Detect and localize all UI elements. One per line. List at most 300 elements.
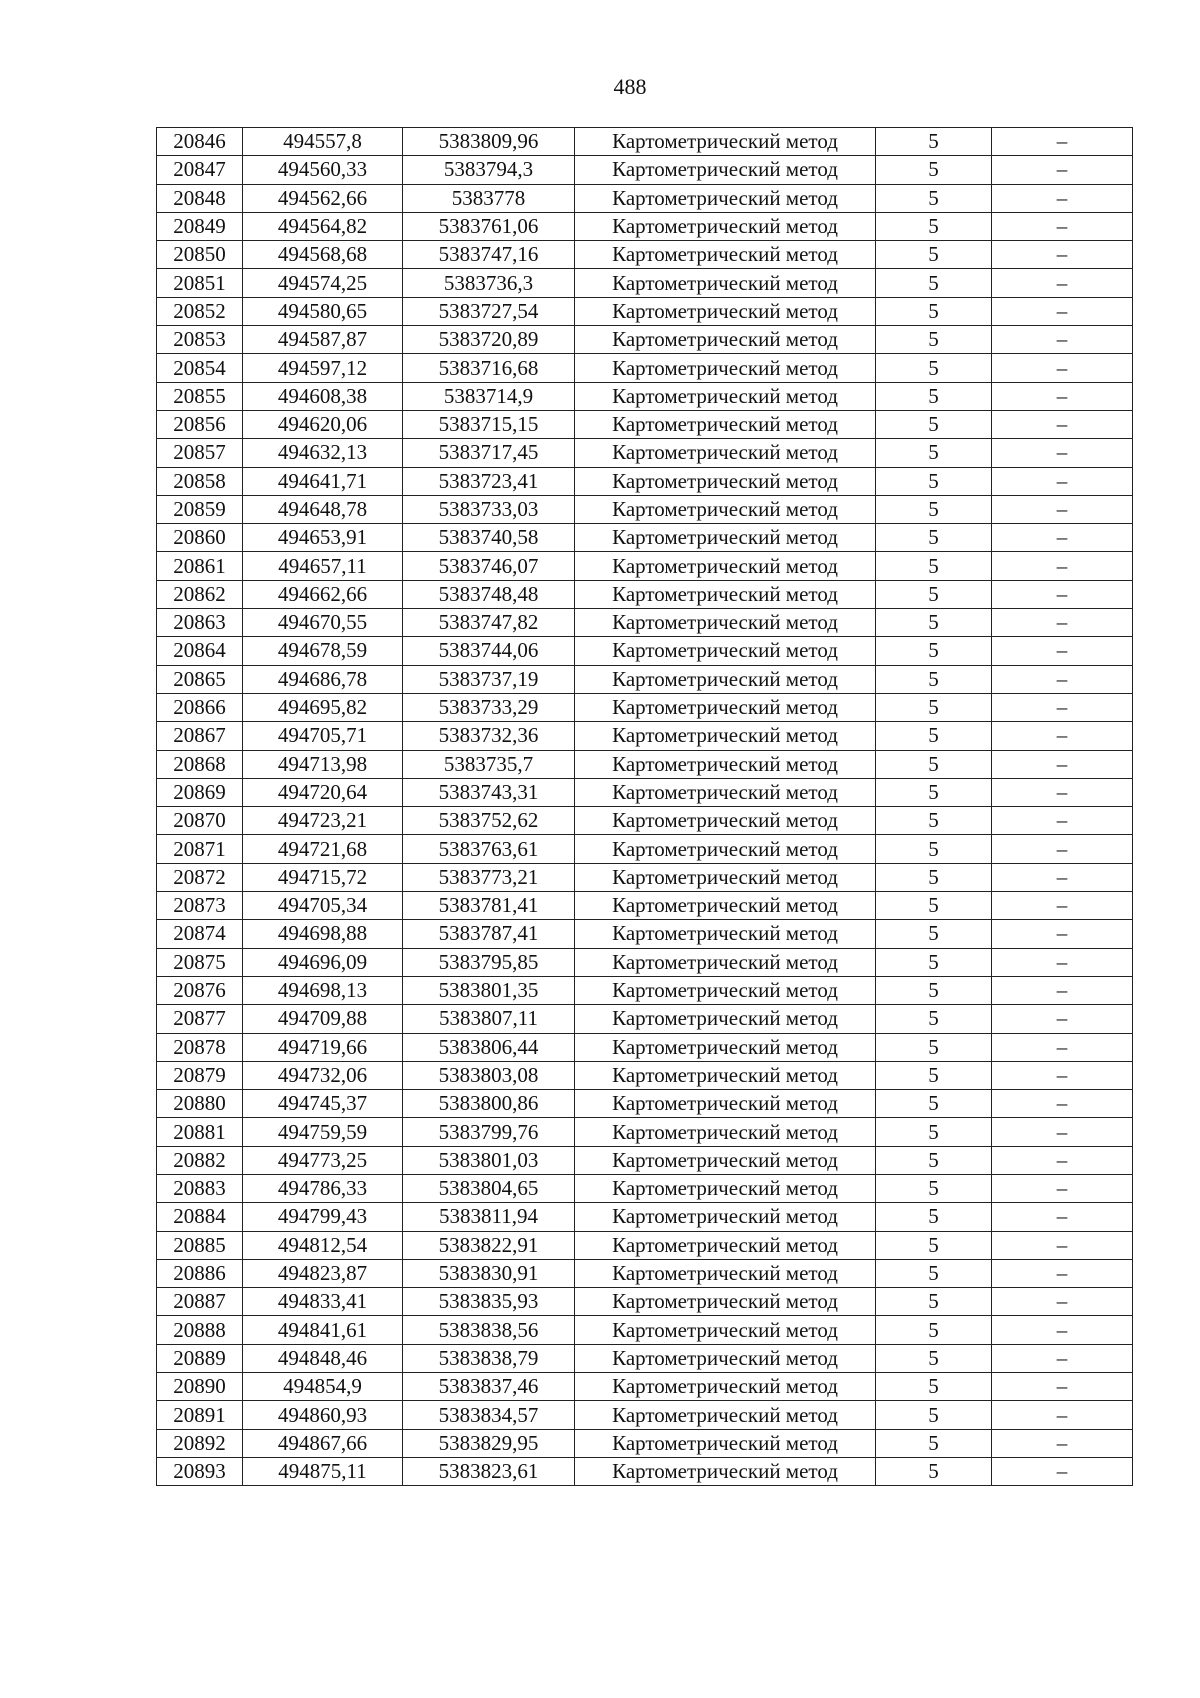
x-coordinate-cell: 494696,09 <box>243 948 403 976</box>
table-row <box>157 439 1133 467</box>
note-cell: – <box>992 156 1133 184</box>
y-coordinate-cell: 5383811,94 <box>403 1203 575 1231</box>
point-number-cell: 20885 <box>157 1231 243 1259</box>
note-cell: – <box>992 297 1133 325</box>
method-cell: Картометрический метод <box>575 156 876 184</box>
note-cell: – <box>992 495 1133 523</box>
note-cell: – <box>992 750 1133 778</box>
point-number-cell: 20860 <box>157 524 243 552</box>
table-row <box>157 1259 1133 1287</box>
y-coordinate-cell: 5383736,3 <box>403 269 575 297</box>
table-row <box>157 1457 1133 1485</box>
point-number-cell: 20876 <box>157 976 243 1004</box>
point-number-cell: 20865 <box>157 665 243 693</box>
note-cell: – <box>992 1373 1133 1401</box>
note-cell: – <box>992 269 1133 297</box>
x-coordinate-cell: 494823,87 <box>243 1259 403 1287</box>
note-cell: – <box>992 637 1133 665</box>
method-cell: Картометрический метод <box>575 184 876 212</box>
point-number-cell: 20888 <box>157 1316 243 1344</box>
accuracy-cell: 5 <box>876 241 992 269</box>
table-row <box>157 495 1133 523</box>
y-coordinate-cell: 5383834,57 <box>403 1401 575 1429</box>
note-cell: – <box>992 1146 1133 1174</box>
point-number-cell: 20849 <box>157 212 243 240</box>
x-coordinate-cell: 494713,98 <box>243 750 403 778</box>
note-cell: – <box>992 976 1133 1004</box>
table-row <box>157 212 1133 240</box>
point-number-cell: 20878 <box>157 1033 243 1061</box>
method-cell: Картометрический метод <box>575 241 876 269</box>
table-row <box>157 241 1133 269</box>
method-cell: Картометрический метод <box>575 1203 876 1231</box>
table-row <box>157 1203 1133 1231</box>
accuracy-cell: 5 <box>876 552 992 580</box>
method-cell: Картометрический метод <box>575 524 876 552</box>
note-cell: – <box>992 1005 1133 1033</box>
note-cell: – <box>992 1174 1133 1202</box>
point-number-cell: 20848 <box>157 184 243 212</box>
method-cell: Картометрический метод <box>575 948 876 976</box>
accuracy-cell: 5 <box>876 1259 992 1287</box>
x-coordinate-cell: 494773,25 <box>243 1146 403 1174</box>
point-number-cell: 20880 <box>157 1090 243 1118</box>
method-cell: Картометрический метод <box>575 382 876 410</box>
x-coordinate-cell: 494875,11 <box>243 1457 403 1485</box>
y-coordinate-cell: 5383837,46 <box>403 1373 575 1401</box>
table-row <box>157 807 1133 835</box>
accuracy-cell: 5 <box>876 1174 992 1202</box>
x-coordinate-cell: 494721,68 <box>243 835 403 863</box>
accuracy-cell: 5 <box>876 439 992 467</box>
accuracy-cell: 5 <box>876 1146 992 1174</box>
method-cell: Картометрический метод <box>575 552 876 580</box>
note-cell: – <box>992 1288 1133 1316</box>
method-cell: Картометрический метод <box>575 1061 876 1089</box>
table-row <box>157 128 1133 156</box>
note-cell: – <box>992 835 1133 863</box>
accuracy-cell: 5 <box>876 128 992 156</box>
accuracy-cell: 5 <box>876 948 992 976</box>
point-number-cell: 20867 <box>157 722 243 750</box>
y-coordinate-cell: 5383801,03 <box>403 1146 575 1174</box>
method-cell: Картометрический метод <box>575 297 876 325</box>
method-cell: Картометрический метод <box>575 665 876 693</box>
x-coordinate-cell: 494745,37 <box>243 1090 403 1118</box>
y-coordinate-cell: 5383799,76 <box>403 1118 575 1146</box>
table-row <box>157 524 1133 552</box>
x-coordinate-cell: 494662,66 <box>243 580 403 608</box>
point-number-cell: 20863 <box>157 609 243 637</box>
note-cell: – <box>992 410 1133 438</box>
accuracy-cell: 5 <box>876 1373 992 1401</box>
table-row <box>157 1118 1133 1146</box>
y-coordinate-cell: 5383761,06 <box>403 212 575 240</box>
table-row <box>157 863 1133 891</box>
method-cell: Картометрический метод <box>575 1231 876 1259</box>
y-coordinate-cell: 5383737,19 <box>403 665 575 693</box>
x-coordinate-cell: 494686,78 <box>243 665 403 693</box>
x-coordinate-cell: 494560,33 <box>243 156 403 184</box>
table-row <box>157 269 1133 297</box>
x-coordinate-cell: 494705,71 <box>243 722 403 750</box>
accuracy-cell: 5 <box>876 184 992 212</box>
accuracy-cell: 5 <box>876 1203 992 1231</box>
point-number-cell: 20847 <box>157 156 243 184</box>
accuracy-cell: 5 <box>876 1118 992 1146</box>
y-coordinate-cell: 5383747,16 <box>403 241 575 269</box>
note-cell: – <box>992 1429 1133 1457</box>
accuracy-cell: 5 <box>876 1457 992 1485</box>
table-row <box>157 382 1133 410</box>
accuracy-cell: 5 <box>876 693 992 721</box>
note-cell: – <box>992 184 1133 212</box>
x-coordinate-cell: 494608,38 <box>243 382 403 410</box>
table-row <box>157 552 1133 580</box>
note-cell: – <box>992 1344 1133 1372</box>
y-coordinate-cell: 5383787,41 <box>403 920 575 948</box>
method-cell: Картометрический метод <box>575 1429 876 1457</box>
x-coordinate-cell: 494657,11 <box>243 552 403 580</box>
accuracy-cell: 5 <box>876 354 992 382</box>
y-coordinate-cell: 5383732,36 <box>403 722 575 750</box>
method-cell: Картометрический метод <box>575 467 876 495</box>
accuracy-cell: 5 <box>876 892 992 920</box>
x-coordinate-cell: 494786,33 <box>243 1174 403 1202</box>
table-row <box>157 354 1133 382</box>
y-coordinate-cell: 5383747,82 <box>403 609 575 637</box>
note-cell: – <box>992 778 1133 806</box>
method-cell: Картометрический метод <box>575 750 876 778</box>
x-coordinate-cell: 494653,91 <box>243 524 403 552</box>
point-number-cell: 20893 <box>157 1457 243 1485</box>
y-coordinate-cell: 5383838,79 <box>403 1344 575 1372</box>
note-cell: – <box>992 439 1133 467</box>
x-coordinate-cell: 494698,13 <box>243 976 403 1004</box>
accuracy-cell: 5 <box>876 410 992 438</box>
point-number-cell: 20889 <box>157 1344 243 1372</box>
point-number-cell: 20874 <box>157 920 243 948</box>
x-coordinate-cell: 494705,34 <box>243 892 403 920</box>
table-row <box>157 1316 1133 1344</box>
method-cell: Картометрический метод <box>575 1174 876 1202</box>
accuracy-cell: 5 <box>876 156 992 184</box>
accuracy-cell: 5 <box>876 863 992 891</box>
y-coordinate-cell: 5383800,86 <box>403 1090 575 1118</box>
method-cell: Картометрический метод <box>575 1005 876 1033</box>
point-number-cell: 20890 <box>157 1373 243 1401</box>
note-cell: – <box>992 580 1133 608</box>
method-cell: Картометрический метод <box>575 693 876 721</box>
note-cell: – <box>992 552 1133 580</box>
method-cell: Картометрический метод <box>575 609 876 637</box>
method-cell: Картометрический метод <box>575 920 876 948</box>
y-coordinate-cell: 5383748,48 <box>403 580 575 608</box>
point-number-cell: 20877 <box>157 1005 243 1033</box>
x-coordinate-cell: 494562,66 <box>243 184 403 212</box>
table-row <box>157 1231 1133 1259</box>
point-number-cell: 20873 <box>157 892 243 920</box>
accuracy-cell: 5 <box>876 1316 992 1344</box>
accuracy-cell: 5 <box>876 1429 992 1457</box>
x-coordinate-cell: 494709,88 <box>243 1005 403 1033</box>
accuracy-cell: 5 <box>876 1288 992 1316</box>
x-coordinate-cell: 494799,43 <box>243 1203 403 1231</box>
note-cell: – <box>992 1033 1133 1061</box>
point-number-cell: 20879 <box>157 1061 243 1089</box>
point-number-cell: 20883 <box>157 1174 243 1202</box>
x-coordinate-cell: 494715,72 <box>243 863 403 891</box>
method-cell: Картометрический метод <box>575 778 876 806</box>
table-row <box>157 976 1133 1004</box>
point-number-cell: 20868 <box>157 750 243 778</box>
y-coordinate-cell: 5383794,3 <box>403 156 575 184</box>
method-cell: Картометрический метод <box>575 1316 876 1344</box>
y-coordinate-cell: 5383795,85 <box>403 948 575 976</box>
method-cell: Картометрический метод <box>575 1259 876 1287</box>
y-coordinate-cell: 5383803,08 <box>403 1061 575 1089</box>
x-coordinate-cell: 494678,59 <box>243 637 403 665</box>
method-cell: Картометрический метод <box>575 495 876 523</box>
y-coordinate-cell: 5383801,35 <box>403 976 575 1004</box>
point-number-cell: 20864 <box>157 637 243 665</box>
y-coordinate-cell: 5383716,68 <box>403 354 575 382</box>
note-cell: – <box>992 863 1133 891</box>
note-cell: – <box>992 1401 1133 1429</box>
note-cell: – <box>992 807 1133 835</box>
accuracy-cell: 5 <box>876 1005 992 1033</box>
note-cell: – <box>992 128 1133 156</box>
accuracy-cell: 5 <box>876 778 992 806</box>
point-number-cell: 20884 <box>157 1203 243 1231</box>
point-number-cell: 20870 <box>157 807 243 835</box>
point-number-cell: 20846 <box>157 128 243 156</box>
method-cell: Картометрический метод <box>575 807 876 835</box>
y-coordinate-cell: 5383727,54 <box>403 297 575 325</box>
y-coordinate-cell: 5383838,56 <box>403 1316 575 1344</box>
table-row <box>157 1344 1133 1372</box>
point-number-cell: 20850 <box>157 241 243 269</box>
point-number-cell: 20862 <box>157 580 243 608</box>
y-coordinate-cell: 5383830,91 <box>403 1259 575 1287</box>
method-cell: Картометрический метод <box>575 1457 876 1485</box>
accuracy-cell: 5 <box>876 212 992 240</box>
table-row <box>157 156 1133 184</box>
point-number-cell: 20857 <box>157 439 243 467</box>
table-row <box>157 1429 1133 1457</box>
y-coordinate-cell: 5383773,21 <box>403 863 575 891</box>
note-cell: – <box>992 241 1133 269</box>
note-cell: – <box>992 1231 1133 1259</box>
accuracy-cell: 5 <box>876 495 992 523</box>
method-cell: Картометрический метод <box>575 128 876 156</box>
point-number-cell: 20866 <box>157 693 243 721</box>
table-row <box>157 297 1133 325</box>
table-row <box>157 722 1133 750</box>
method-cell: Картометрический метод <box>575 1118 876 1146</box>
method-cell: Картометрический метод <box>575 580 876 608</box>
y-coordinate-cell: 5383743,31 <box>403 778 575 806</box>
note-cell: – <box>992 722 1133 750</box>
x-coordinate-cell: 494574,25 <box>243 269 403 297</box>
method-cell: Картометрический метод <box>575 1033 876 1061</box>
x-coordinate-cell: 494620,06 <box>243 410 403 438</box>
table-row <box>157 1061 1133 1089</box>
method-cell: Картометрический метод <box>575 212 876 240</box>
note-cell: – <box>992 1259 1133 1287</box>
point-number-cell: 20851 <box>157 269 243 297</box>
table-row <box>157 750 1133 778</box>
point-number-cell: 20853 <box>157 326 243 354</box>
method-cell: Картометрический метод <box>575 863 876 891</box>
method-cell: Картометрический метод <box>575 835 876 863</box>
point-number-cell: 20858 <box>157 467 243 495</box>
table-row <box>157 1401 1133 1429</box>
accuracy-cell: 5 <box>876 976 992 1004</box>
x-coordinate-cell: 494670,55 <box>243 609 403 637</box>
table-row <box>157 693 1133 721</box>
accuracy-cell: 5 <box>876 1401 992 1429</box>
note-cell: – <box>992 1203 1133 1231</box>
method-cell: Картометрический метод <box>575 1401 876 1429</box>
x-coordinate-cell: 494587,87 <box>243 326 403 354</box>
accuracy-cell: 5 <box>876 722 992 750</box>
accuracy-cell: 5 <box>876 609 992 637</box>
y-coordinate-cell: 5383723,41 <box>403 467 575 495</box>
x-coordinate-cell: 494833,41 <box>243 1288 403 1316</box>
accuracy-cell: 5 <box>876 524 992 552</box>
point-number-cell: 20871 <box>157 835 243 863</box>
accuracy-cell: 5 <box>876 326 992 354</box>
note-cell: – <box>992 524 1133 552</box>
x-coordinate-cell: 494812,54 <box>243 1231 403 1259</box>
table-row <box>157 665 1133 693</box>
x-coordinate-cell: 494580,65 <box>243 297 403 325</box>
page-number: 488 <box>613 74 647 99</box>
x-coordinate-cell: 494723,21 <box>243 807 403 835</box>
x-coordinate-cell: 494848,46 <box>243 1344 403 1372</box>
y-coordinate-cell: 5383715,15 <box>403 410 575 438</box>
note-cell: – <box>992 1457 1133 1485</box>
method-cell: Картометрический метод <box>575 1146 876 1174</box>
point-number-cell: 20861 <box>157 552 243 580</box>
y-coordinate-cell: 5383752,62 <box>403 807 575 835</box>
accuracy-cell: 5 <box>876 1344 992 1372</box>
y-coordinate-cell: 5383733,29 <box>403 693 575 721</box>
x-coordinate-cell: 494759,59 <box>243 1118 403 1146</box>
point-number-cell: 20872 <box>157 863 243 891</box>
point-number-cell: 20859 <box>157 495 243 523</box>
accuracy-cell: 5 <box>876 920 992 948</box>
table-row <box>157 1090 1133 1118</box>
table-row <box>157 835 1133 863</box>
table-row <box>157 184 1133 212</box>
table-row <box>157 1174 1133 1202</box>
y-coordinate-cell: 5383806,44 <box>403 1033 575 1061</box>
y-coordinate-cell: 5383809,96 <box>403 128 575 156</box>
point-number-cell: 20882 <box>157 1146 243 1174</box>
method-cell: Картометрический метод <box>575 439 876 467</box>
y-coordinate-cell: 5383778 <box>403 184 575 212</box>
note-cell: – <box>992 920 1133 948</box>
x-coordinate-cell: 494867,66 <box>243 1429 403 1457</box>
accuracy-cell: 5 <box>876 835 992 863</box>
accuracy-cell: 5 <box>876 750 992 778</box>
y-coordinate-cell: 5383835,93 <box>403 1288 575 1316</box>
note-cell: – <box>992 1316 1133 1344</box>
method-cell: Картометрический метод <box>575 892 876 920</box>
x-coordinate-cell: 494632,13 <box>243 439 403 467</box>
y-coordinate-cell: 5383822,91 <box>403 1231 575 1259</box>
accuracy-cell: 5 <box>876 1033 992 1061</box>
y-coordinate-cell: 5383804,65 <box>403 1174 575 1202</box>
accuracy-cell: 5 <box>876 580 992 608</box>
point-number-cell: 20852 <box>157 297 243 325</box>
note-cell: – <box>992 326 1133 354</box>
note-cell: – <box>992 1118 1133 1146</box>
x-coordinate-cell: 494720,64 <box>243 778 403 806</box>
point-number-cell: 20869 <box>157 778 243 806</box>
x-coordinate-cell: 494568,68 <box>243 241 403 269</box>
table-row <box>157 1288 1133 1316</box>
method-cell: Картометрический метод <box>575 410 876 438</box>
method-cell: Картометрический метод <box>575 637 876 665</box>
x-coordinate-cell: 494841,61 <box>243 1316 403 1344</box>
y-coordinate-cell: 5383733,03 <box>403 495 575 523</box>
accuracy-cell: 5 <box>876 269 992 297</box>
note-cell: – <box>992 212 1133 240</box>
y-coordinate-cell: 5383735,7 <box>403 750 575 778</box>
method-cell: Картометрический метод <box>575 1344 876 1372</box>
x-coordinate-cell: 494695,82 <box>243 693 403 721</box>
table-row <box>157 326 1133 354</box>
accuracy-cell: 5 <box>876 297 992 325</box>
table-row <box>157 1373 1133 1401</box>
point-number-cell: 20855 <box>157 382 243 410</box>
table-row <box>157 948 1133 976</box>
method-cell: Картометрический метод <box>575 354 876 382</box>
accuracy-cell: 5 <box>876 382 992 410</box>
y-coordinate-cell: 5383714,9 <box>403 382 575 410</box>
method-cell: Картометрический метод <box>575 1090 876 1118</box>
table-row <box>157 637 1133 665</box>
accuracy-cell: 5 <box>876 665 992 693</box>
x-coordinate-cell: 494698,88 <box>243 920 403 948</box>
accuracy-cell: 5 <box>876 807 992 835</box>
accuracy-cell: 5 <box>876 637 992 665</box>
table-row <box>157 1005 1133 1033</box>
x-coordinate-cell: 494732,06 <box>243 1061 403 1089</box>
table-row <box>157 778 1133 806</box>
table-row <box>157 1146 1133 1174</box>
x-coordinate-cell: 494854,9 <box>243 1373 403 1401</box>
x-coordinate-cell: 494719,66 <box>243 1033 403 1061</box>
method-cell: Картометрический метод <box>575 326 876 354</box>
table-row <box>157 580 1133 608</box>
table-row <box>157 410 1133 438</box>
table-row <box>157 892 1133 920</box>
accuracy-cell: 5 <box>876 1090 992 1118</box>
point-number-cell: 20892 <box>157 1429 243 1457</box>
point-number-cell: 20854 <box>157 354 243 382</box>
x-coordinate-cell: 494597,12 <box>243 354 403 382</box>
note-cell: – <box>992 382 1133 410</box>
method-cell: Картометрический метод <box>575 269 876 297</box>
accuracy-cell: 5 <box>876 467 992 495</box>
point-number-cell: 20886 <box>157 1259 243 1287</box>
point-number-cell: 20881 <box>157 1118 243 1146</box>
point-number-cell: 20875 <box>157 948 243 976</box>
